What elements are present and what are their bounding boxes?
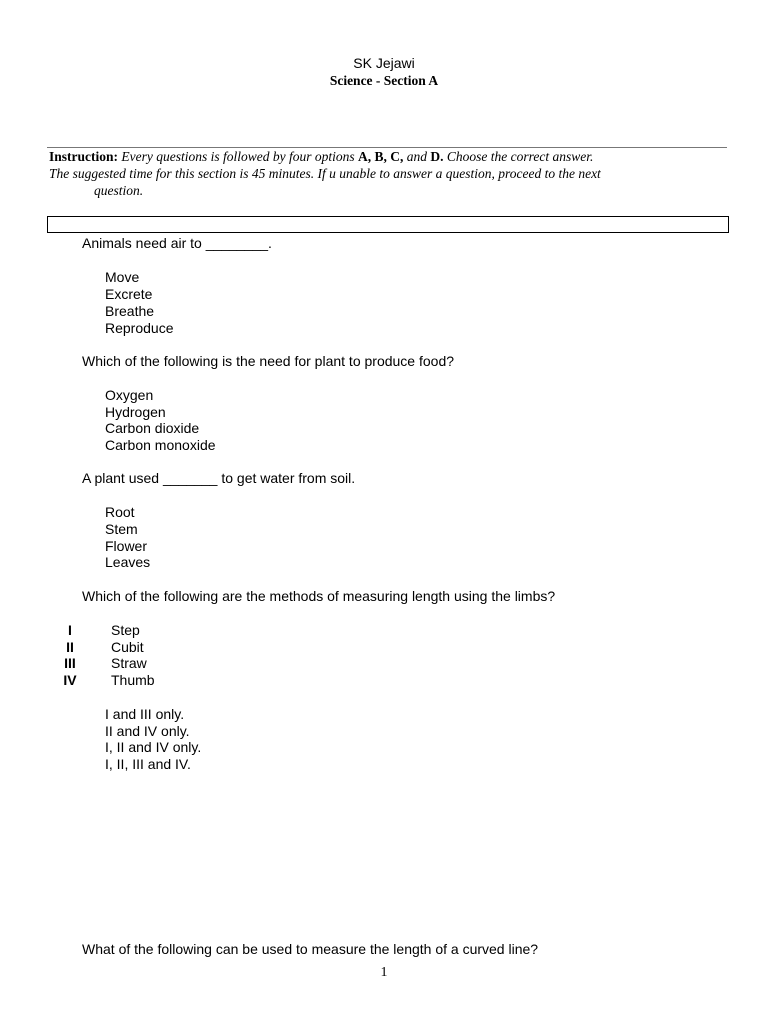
instruction-line-1 [49, 149, 593, 165]
q3-option-c: Flower [105, 538, 148, 554]
q4-option-a: I and III only. [105, 706, 185, 722]
question-3: A plant used _______ to get water from soil. [82, 470, 356, 486]
q4-numeral-2: II [66, 639, 74, 655]
q3-option-a: Root [105, 504, 135, 520]
q2-option-c: Carbon dioxide [105, 420, 200, 436]
q4-item-2: Cubit [111, 639, 144, 655]
q3-option-d: Leaves [105, 554, 151, 570]
q2-option-a: Oxygen [105, 387, 154, 403]
q2-option-b: Hydrogen [105, 404, 166, 420]
q4-item-3: Straw [111, 655, 147, 671]
q4-option-d: I, II, III and IV. [105, 756, 191, 772]
instruction-and: and [406, 149, 428, 164]
q4-item-4: Thumb [111, 672, 155, 688]
answer-box [47, 216, 729, 233]
instruction-options-abc: A, B, C, [358, 149, 404, 164]
q2-option-d: Carbon monoxide [105, 437, 216, 453]
q4-option-b: II and IV only. [105, 723, 190, 739]
q4-numeral-1: I [68, 622, 72, 638]
question-5: What of the following can be used to measure the length of a curved line? [82, 941, 539, 957]
q4-item-1: Step [111, 622, 140, 638]
q4-option-c: I, II and IV only. [105, 739, 202, 755]
school-name: SK Jejawi [353, 55, 415, 71]
q1-option-a: Move [105, 269, 140, 285]
instruction-line-2: The suggested time for this section is 45 minutes. If u unable to answer a question, proceed to the next [49, 166, 601, 181]
q3-option-b: Stem [105, 521, 138, 537]
header-divider [47, 147, 727, 148]
q4-numeral-4: IV [63, 672, 77, 688]
q1-option-d: Reproduce [105, 320, 174, 336]
question-1: Animals need air to ________. [82, 235, 272, 251]
page-number: 1 [380, 965, 388, 980]
instruction-text-a: Every questions is followed by four options [121, 149, 355, 164]
instruction-line-3: question. [94, 183, 144, 198]
question-2: Which of the following is the need for plant to produce food? [82, 353, 455, 369]
q4-numeral-3: III [64, 655, 76, 671]
question-4: Which of the following are the methods of measuring length using the limbs? [82, 588, 556, 604]
instruction-label: Instruction: [49, 149, 119, 164]
q1-option-c: Breathe [105, 303, 155, 319]
q1-option-b: Excrete [105, 286, 153, 302]
instruction-text-e: Choose the correct answer. [446, 149, 594, 164]
instruction-option-d: D. [430, 149, 444, 164]
section-title: Science - Section A [329, 73, 439, 88]
